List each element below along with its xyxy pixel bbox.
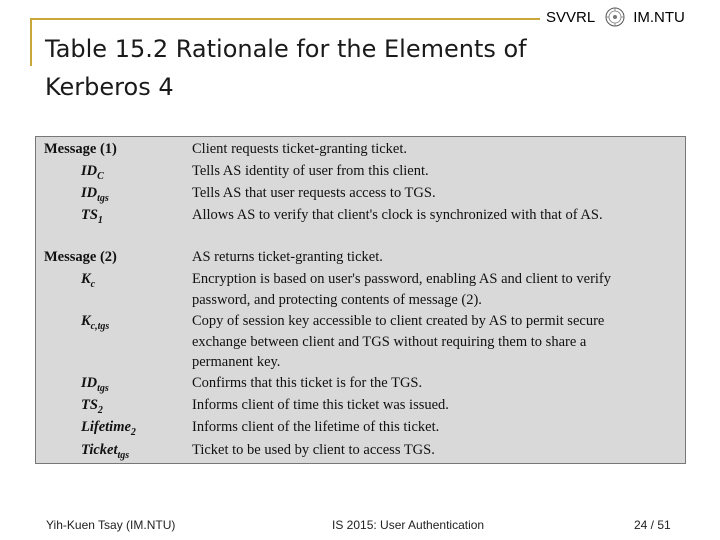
table-description: exchange between client and TGS without requiring them to share a <box>192 334 587 350</box>
table-row <box>36 161 685 182</box>
table-row <box>36 373 685 394</box>
table-row <box>36 247 685 268</box>
table-row <box>36 269 685 290</box>
term-label: ID <box>81 185 98 201</box>
table-description: Confirms that this ticket is for the TGS. <box>192 375 423 391</box>
corner-bracket-top <box>30 18 540 20</box>
term-label: ID <box>81 163 98 179</box>
lab-label: SVVRL <box>546 8 596 26</box>
university-seal-icon <box>605 7 625 27</box>
table-row <box>36 311 685 332</box>
table-description: Ticket to be used by client to access TGS. <box>192 442 435 458</box>
table-description: Informs client of the lifetime of this ticket. <box>192 419 440 435</box>
table-row <box>36 440 685 461</box>
term-subscript: 2 <box>97 405 103 416</box>
term-label: K <box>81 313 91 329</box>
term-label: Message (1) <box>44 141 117 157</box>
term-label: Lifetime <box>81 419 131 435</box>
footer-author: Yih-Kuen Tsay (IM.NTU) <box>46 518 176 532</box>
table-description: Client requests ticket-granting ticket. <box>192 141 408 157</box>
table-row <box>36 395 685 416</box>
department-label: IM.NTU <box>633 8 685 26</box>
term-subscript: tgs <box>97 383 109 394</box>
term-label: K <box>81 271 91 287</box>
term-subscript: tgs <box>97 193 109 204</box>
term-label: TS <box>81 397 98 413</box>
term-subscript: 1 <box>97 215 103 226</box>
table-description: AS returns ticket-granting ticket. <box>192 249 383 265</box>
slide-title: Table 15.2 Rationale for the Elements of Kerberos 4 <box>45 35 527 101</box>
table-description: Encryption is based on user's password, enabling AS and client to verify <box>192 271 612 287</box>
term-subscript: c,tgs <box>90 321 110 332</box>
slide-header <box>546 6 685 28</box>
table-row <box>36 332 685 353</box>
table-description: permanent key. <box>192 354 281 370</box>
term-label: Ticket <box>81 442 118 458</box>
table-description: Informs client of time this ticket was issued. <box>192 397 449 413</box>
table-row <box>36 290 685 311</box>
term-subscript: C <box>97 171 104 182</box>
term-label: Message (2) <box>44 249 117 265</box>
term-label: TS <box>81 207 98 223</box>
table-description: Allows AS to verify that client's clock is synchronized with that of AS. <box>192 207 603 223</box>
footer-course: IS 2015: User Authentication <box>332 518 485 532</box>
term-subscript: tgs <box>117 450 130 461</box>
kerberos-rationale-table <box>35 136 686 464</box>
term-subscript: c <box>90 279 96 290</box>
table-term <box>81 205 103 231</box>
table-description: password, and protecting contents of message (2). <box>192 292 482 308</box>
table-row <box>36 183 685 204</box>
table-row <box>36 205 685 226</box>
table-row <box>36 139 685 160</box>
table-description: Tells AS that user requests access to TGS. <box>192 185 436 201</box>
term-label: ID <box>81 375 98 391</box>
footer-page-number: 24 / 51 <box>634 518 671 532</box>
table-row <box>36 352 685 373</box>
table-description: Copy of session key accessible to client created by AS to permit secure <box>192 313 605 329</box>
table-description: Tells AS identity of user from this client. <box>192 163 429 179</box>
term-subscript: 2 <box>130 427 136 438</box>
corner-bracket-left <box>30 18 32 66</box>
table-term <box>44 247 117 268</box>
table-term <box>81 440 129 466</box>
table-row <box>36 417 685 438</box>
table-term <box>44 139 117 160</box>
